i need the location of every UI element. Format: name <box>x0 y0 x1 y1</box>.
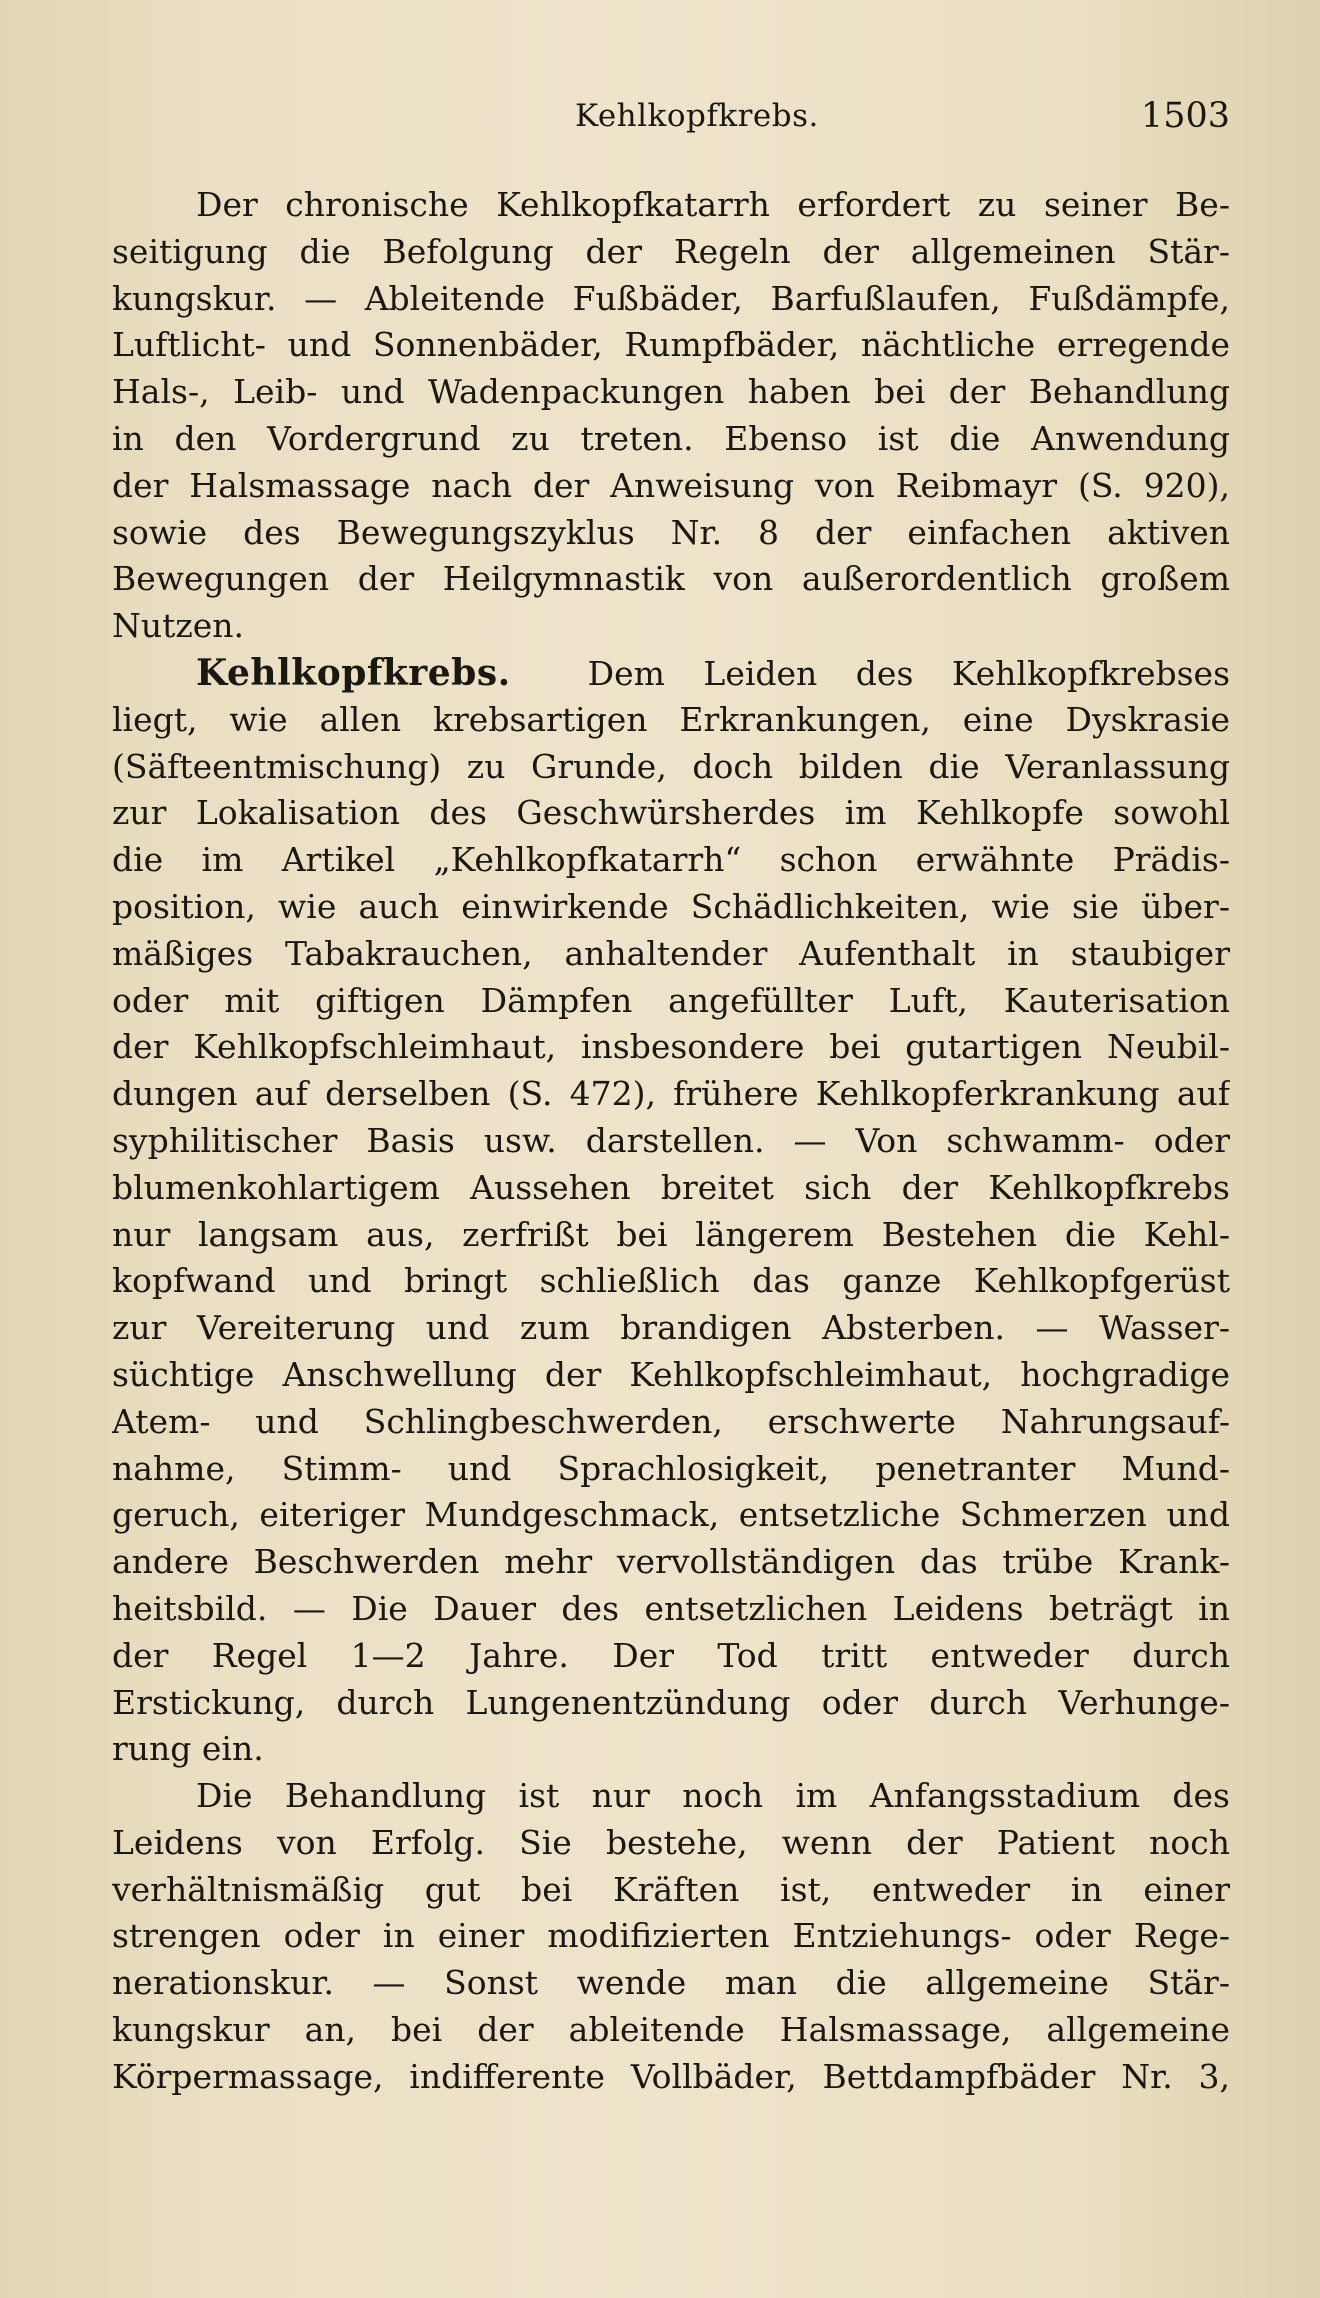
text-line: zur Vereiterung und zum brandigen Absterben. — Wasser- <box>112 1308 1230 1348</box>
text-line: blumenkohlartigem Aussehen breitet sich der Kehlkopfkrebs <box>112 1167 1230 1207</box>
text-line: syphilitischer Basis usw. darstellen. — Von schwamm- oder <box>112 1120 1230 1160</box>
text-line: heitsbild. — Die Dauer des entsetzlichen Leidens beträgt in <box>112 1588 1230 1628</box>
text-line: kopfwand und bringt schließlich das ganze Kehlkopfgerüst <box>112 1261 1230 1301</box>
text-line: der Regel 1—2 Jahre. Der Tod tritt entweder durch <box>112 1635 1230 1675</box>
text-line: oder mit giftigen Dämpfen angefüllter Luft, Kauterisation <box>112 980 1230 1020</box>
text-line: dungen auf derselben (S. 472), frühere Kehlkopferkrankung auf <box>112 1074 1230 1114</box>
page-number: 1503 <box>1140 96 1230 136</box>
text-line: die im Artikel „Kehlkopfkatarrh“ schon erwähnte Prädis- <box>112 840 1230 880</box>
text-line: in den Vordergrund zu treten. Ebenso ist die Anwendung <box>112 418 1230 458</box>
text-line: nur langsam aus, zerfrißt bei längerem Bestehen die Kehl- <box>112 1214 1230 1254</box>
body-text <box>112 182 1230 2101</box>
text-line: kungskur. — Ableitende Fußbäder, Barfußlaufen, Fußdämpfe, <box>112 278 1230 318</box>
text-line: Luftlicht- und Sonnenbäder, Rumpfbäder, nächtliche erregende <box>112 325 1230 365</box>
text-line: seitigung die Befolgung der Regeln der allgemeinen Stär- <box>112 231 1230 271</box>
paragraph-laryngeal-cancer <box>112 650 1230 1773</box>
text-line: Erstickung, durch Lungenentzündung oder durch Verhunge- <box>112 1682 1230 1722</box>
text-line: kungskur an, bei der ableitende Halsmassage, allgemeine <box>112 2010 1230 2050</box>
text-line: nerationskur. — Sonst wende man die allgemeine Stär- <box>112 1963 1230 2003</box>
text-line: verhältnismäßig gut bei Kräften ist, entweder in einer <box>112 1869 1230 1909</box>
text-line: zur Lokalisation des Geschwürsherdes im Kehlkopfe sowohl <box>112 793 1230 833</box>
text-line: Hals-, Leib- und Wadenpackungen haben bei der Behandlung <box>112 372 1230 412</box>
paragraph-chronic-catarrh <box>112 182 1230 650</box>
text-line: andere Beschwerden mehr vervollständigen das trübe Krank- <box>112 1542 1230 1582</box>
paragraph-treatment <box>112 1773 1230 2101</box>
text-line: Bewegungen der Heilgymnastik von außerordentlich großem <box>112 559 1230 599</box>
text-line: rung ein. <box>112 1729 264 1769</box>
text-line: Leidens von Erfolg. Sie bestehe, wenn der Patient noch <box>112 1822 1230 1862</box>
text-line: süchtige Anschwellung der Kehlkopfschleimhaut, hochgradige <box>112 1354 1230 1394</box>
text-line-with-headword <box>112 650 1230 697</box>
entry-headword: Kehlkopfkrebs. <box>196 651 511 694</box>
text-line: geruch, eiteriger Mundgeschmack, entsetzliche Schmerzen und <box>112 1495 1230 1535</box>
text-line: Die Behandlung ist nur noch im Anfangsstadium des <box>196 1776 1230 1816</box>
text-line: nahme, Stimm- und Sprachlosigkeit, penetranter Mund- <box>112 1448 1230 1488</box>
text-line: position, wie auch einwirkende Schädlichkeiten, wie sie über- <box>112 886 1230 926</box>
text-line: (Säfteentmischung) zu Grunde, doch bilden die Veranlassung <box>112 746 1230 786</box>
text-line: der Halsmassage nach der Anweisung von Reibmayr (S. 920), <box>112 465 1230 505</box>
text-line: Körpermassage, indifferente Vollbäder, Bettdampfbäder Nr. 3, <box>112 2056 1230 2096</box>
text-line: sowie des Bewegungszyklus Nr. 8 der einfachen aktiven <box>112 512 1230 552</box>
text-line: Atem- und Schlingbeschwerden, erschwerte Nahrungsauf- <box>112 1401 1230 1441</box>
text-line: strengen oder in einer modifizierten Entziehungs- oder Rege- <box>112 1916 1230 1956</box>
text-line: liegt, wie allen krebsartigen Erkrankungen, eine Dyskrasie <box>112 699 1230 739</box>
text-line: mäßiges Tabakrauchen, anhaltender Aufenthalt in staubiger <box>112 933 1230 973</box>
text-line: der Kehlkopfschleimhaut, insbesondere bei gutartigen Neubil- <box>112 1027 1230 1067</box>
text-fragment: Dem Leiden des Kehlkopfkrebses <box>587 653 1230 693</box>
running-title: Kehlkopfkrebs. <box>575 98 819 134</box>
text-line: Der chronische Kehlkopfkatarrh erfordert zu seiner Be- <box>196 185 1230 224</box>
text-line: Nutzen. <box>112 606 245 646</box>
